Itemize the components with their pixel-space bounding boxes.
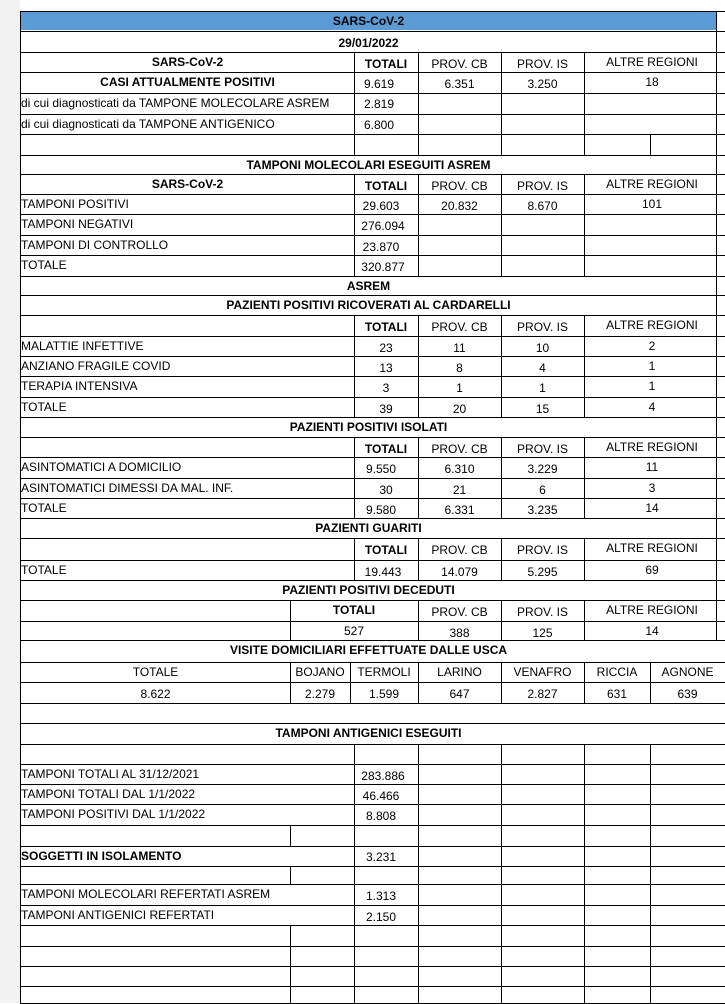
cell: 6.800 bbox=[363, 118, 395, 132]
cell: 2.819 bbox=[363, 97, 395, 111]
row-label: TOTALE bbox=[21, 563, 67, 577]
cell: 527 bbox=[343, 624, 365, 638]
col-prov-cb: PROV. CB bbox=[431, 543, 488, 557]
col-altre-regioni: ALTRE REGIONI bbox=[606, 318, 698, 332]
cell: 2.827 bbox=[527, 687, 558, 701]
cell: 639 bbox=[677, 687, 698, 701]
cell: 14 bbox=[645, 624, 659, 638]
col-totali: TOTALI bbox=[364, 543, 408, 557]
grid-line bbox=[584, 744, 585, 1003]
row-label: TOTALE bbox=[21, 258, 67, 272]
col-prov-cb: PROV. CB bbox=[431, 320, 488, 334]
row-header-strip bbox=[0, 0, 20, 1003]
cell: 11 bbox=[645, 460, 659, 474]
grid-line bbox=[20, 682, 725, 683]
row-label: TAMPONI DI CONTROLLO bbox=[21, 238, 169, 252]
cell: 1 bbox=[648, 379, 656, 393]
section2-title: TAMPONI MOLECOLARI ESEGUITI ASREM bbox=[246, 158, 491, 172]
col-prov-cb: PROV. CB bbox=[431, 57, 488, 71]
cell: 14 bbox=[645, 501, 659, 515]
row-label: TERAPIA INTENSIVA bbox=[21, 379, 138, 393]
cell: 10 bbox=[535, 341, 550, 355]
col-prov-is: PROV. IS bbox=[517, 179, 568, 193]
cell: 15 bbox=[535, 402, 550, 416]
cell: 9.580 bbox=[365, 503, 397, 517]
cell: 4 bbox=[648, 400, 656, 414]
row-label: ASINTOMATICI DIMESSI DA MAL. INF. bbox=[21, 481, 234, 495]
cell: 1 bbox=[539, 381, 546, 395]
col-totali: TOTALI bbox=[364, 179, 408, 193]
section1-header-label: SARS-CoV-2 bbox=[151, 55, 224, 69]
col-prov-is: PROV. IS bbox=[517, 320, 568, 334]
row-label: TAMPONI POSITIVI bbox=[21, 197, 129, 211]
cell: 8 bbox=[456, 361, 463, 375]
cell: 3 bbox=[382, 381, 390, 395]
cell: 29.603 bbox=[362, 199, 400, 213]
col-altre-regioni: ALTRE REGIONI bbox=[606, 55, 698, 69]
col-totali: TOTALI bbox=[364, 442, 408, 456]
row-label: di cui diagnosticati da TAMPONE ANTIGENICO bbox=[21, 117, 275, 131]
grid-line bbox=[290, 925, 291, 1003]
cell: 3 bbox=[648, 481, 656, 495]
section4-title: PAZIENTI POSITIVI ISOLATI bbox=[289, 420, 448, 434]
cell: 6.331 bbox=[444, 503, 475, 517]
cell: 69 bbox=[645, 563, 659, 577]
col-prov-is: PROV. IS bbox=[517, 442, 568, 456]
cell: 23 bbox=[379, 341, 393, 355]
section6-title: PAZIENTI POSITIVI DECEDUTI bbox=[282, 583, 455, 597]
grid-line bbox=[20, 966, 725, 967]
cell: 283.886 bbox=[361, 769, 405, 783]
cell: 276.094 bbox=[361, 219, 405, 233]
cell: 101 bbox=[641, 197, 663, 211]
cell: 39 bbox=[379, 402, 393, 416]
col-bojano: BOJANO bbox=[295, 665, 345, 679]
col-venafro: VENAFRO bbox=[513, 665, 572, 679]
col-larino: LARINO bbox=[437, 665, 482, 679]
col-totali: TOTALI bbox=[364, 57, 408, 71]
row-label: TAMPONI POSITIVI DAL 1/1/2022 bbox=[21, 807, 206, 821]
col-agnone: AGNONE bbox=[661, 665, 714, 679]
section8-title: TAMPONI ANTIGENICI ESEGUITI bbox=[275, 726, 462, 740]
cell: 14.079 bbox=[441, 565, 478, 579]
col-altre-regioni: ALTRE REGIONI bbox=[606, 541, 698, 555]
row-label: TAMPONI MOLECOLARI REFERTATI ASREM bbox=[21, 887, 271, 901]
cell: 13 bbox=[379, 361, 393, 375]
cell: 4 bbox=[539, 361, 546, 375]
cell: 18 bbox=[645, 75, 659, 89]
row-label: TAMPONI TOTALI AL 31/12/2021 bbox=[21, 767, 200, 781]
grid-line bbox=[20, 31, 725, 32]
report-date: 29/01/2022 bbox=[338, 36, 399, 50]
col-totali: TOTALI bbox=[364, 320, 408, 334]
row-label: TAMPONI NEGATIVI bbox=[21, 217, 134, 231]
row-label-isolamento: SOGGETTI IN ISOLAMENTO bbox=[21, 849, 182, 863]
col-prov-is: PROV. IS bbox=[517, 543, 568, 557]
cell: 21 bbox=[452, 483, 467, 497]
cell: 388 bbox=[449, 626, 470, 640]
sheet-title: SARS-CoV-2 bbox=[332, 14, 405, 28]
col-prov-is: PROV. IS bbox=[517, 605, 568, 619]
cell: 125 bbox=[532, 626, 553, 640]
cell: 20 bbox=[452, 402, 467, 416]
cell: 1.599 bbox=[368, 687, 400, 701]
grid-line bbox=[501, 744, 502, 1003]
cell: 23.870 bbox=[362, 240, 400, 254]
section2-header-label: SARS-CoV-2 bbox=[151, 177, 224, 191]
cell: 9.619 bbox=[363, 77, 395, 91]
col-prov-cb: PROV. CB bbox=[431, 442, 488, 456]
col-altre-regioni: ALTRE REGIONI bbox=[606, 603, 698, 617]
cell: 320.877 bbox=[361, 260, 405, 274]
cell: 5.295 bbox=[527, 565, 558, 579]
cell: 3.250 bbox=[527, 77, 558, 91]
cell: 19.443 bbox=[364, 565, 402, 579]
cell: 1 bbox=[648, 359, 656, 373]
cell: 6.310 bbox=[444, 462, 475, 476]
row-label: MALATTIE INFETTIVE bbox=[21, 339, 144, 353]
cell: 2 bbox=[648, 339, 656, 353]
cell: 1 bbox=[456, 381, 463, 395]
cell: 46.466 bbox=[362, 789, 400, 803]
section5-title: PAZIENTI GUARITI bbox=[315, 521, 422, 535]
col-altre-regioni: ALTRE REGIONI bbox=[606, 177, 698, 191]
col-totale: TOTALE bbox=[132, 665, 179, 679]
row-label: TOTALE bbox=[21, 501, 67, 515]
cell: 1.313 bbox=[365, 889, 397, 903]
cell: 631 bbox=[606, 687, 628, 701]
col-prov-cb: PROV. CB bbox=[431, 605, 488, 619]
grid-line bbox=[20, 986, 725, 987]
row-label: ASINTOMATICI A DOMICILIO bbox=[21, 460, 182, 474]
cell: 9.550 bbox=[365, 462, 397, 476]
row-label: TAMPONI ANTIGENICI REFERTATI bbox=[21, 908, 215, 922]
cell: 11 bbox=[453, 341, 466, 355]
col-totali: TOTALI bbox=[332, 603, 376, 617]
cell: 2.150 bbox=[365, 910, 397, 924]
grid-line bbox=[418, 744, 419, 1003]
section3-title: PAZIENTI POSITIVI RICOVERATI AL CARDARELLI bbox=[226, 298, 511, 312]
grid-line bbox=[650, 744, 651, 1003]
grid-line bbox=[20, 946, 725, 947]
cell: 8.622 bbox=[140, 687, 171, 701]
section7-title: VISITE DOMICILIARI EFFETTUATE DALLE USCA bbox=[229, 643, 508, 657]
col-prov-is: PROV. IS bbox=[517, 57, 568, 71]
cell: 30 bbox=[379, 483, 393, 497]
grid-line bbox=[650, 134, 651, 155]
cell: 6 bbox=[539, 483, 546, 497]
asrem-label: ASREM bbox=[346, 279, 391, 293]
cell: 8.808 bbox=[365, 809, 397, 823]
cell: 3.229 bbox=[527, 462, 558, 476]
grid-line bbox=[290, 825, 291, 846]
cell: 2.279 bbox=[304, 687, 336, 701]
grid-line bbox=[290, 866, 291, 884]
row-label: di cui diagnosticati da TAMPONE MOLECOLARE ASREM bbox=[21, 96, 330, 110]
row-casi-positivi-label: CASI ATTUALMENTE POSITIVI bbox=[100, 75, 275, 89]
cell: 647 bbox=[449, 687, 470, 701]
cell: 20.832 bbox=[441, 199, 478, 213]
row-label: TOTALE bbox=[21, 400, 67, 414]
cell: 3.235 bbox=[527, 503, 558, 517]
row-label: ANZIANO FRAGILE COVID bbox=[21, 359, 171, 373]
col-riccia: RICCIA bbox=[596, 665, 638, 679]
cell: 6.351 bbox=[444, 77, 475, 91]
grid-line bbox=[20, 744, 725, 745]
col-prov-cb: PROV. CB bbox=[431, 179, 488, 193]
col-termoli: TERMOLI bbox=[357, 665, 411, 679]
cell: 8.670 bbox=[527, 199, 558, 213]
cell: 3.231 bbox=[365, 850, 397, 864]
row-label: TAMPONI TOTALI DAL 1/1/2022 bbox=[21, 787, 196, 801]
col-altre-regioni: ALTRE REGIONI bbox=[606, 440, 698, 454]
